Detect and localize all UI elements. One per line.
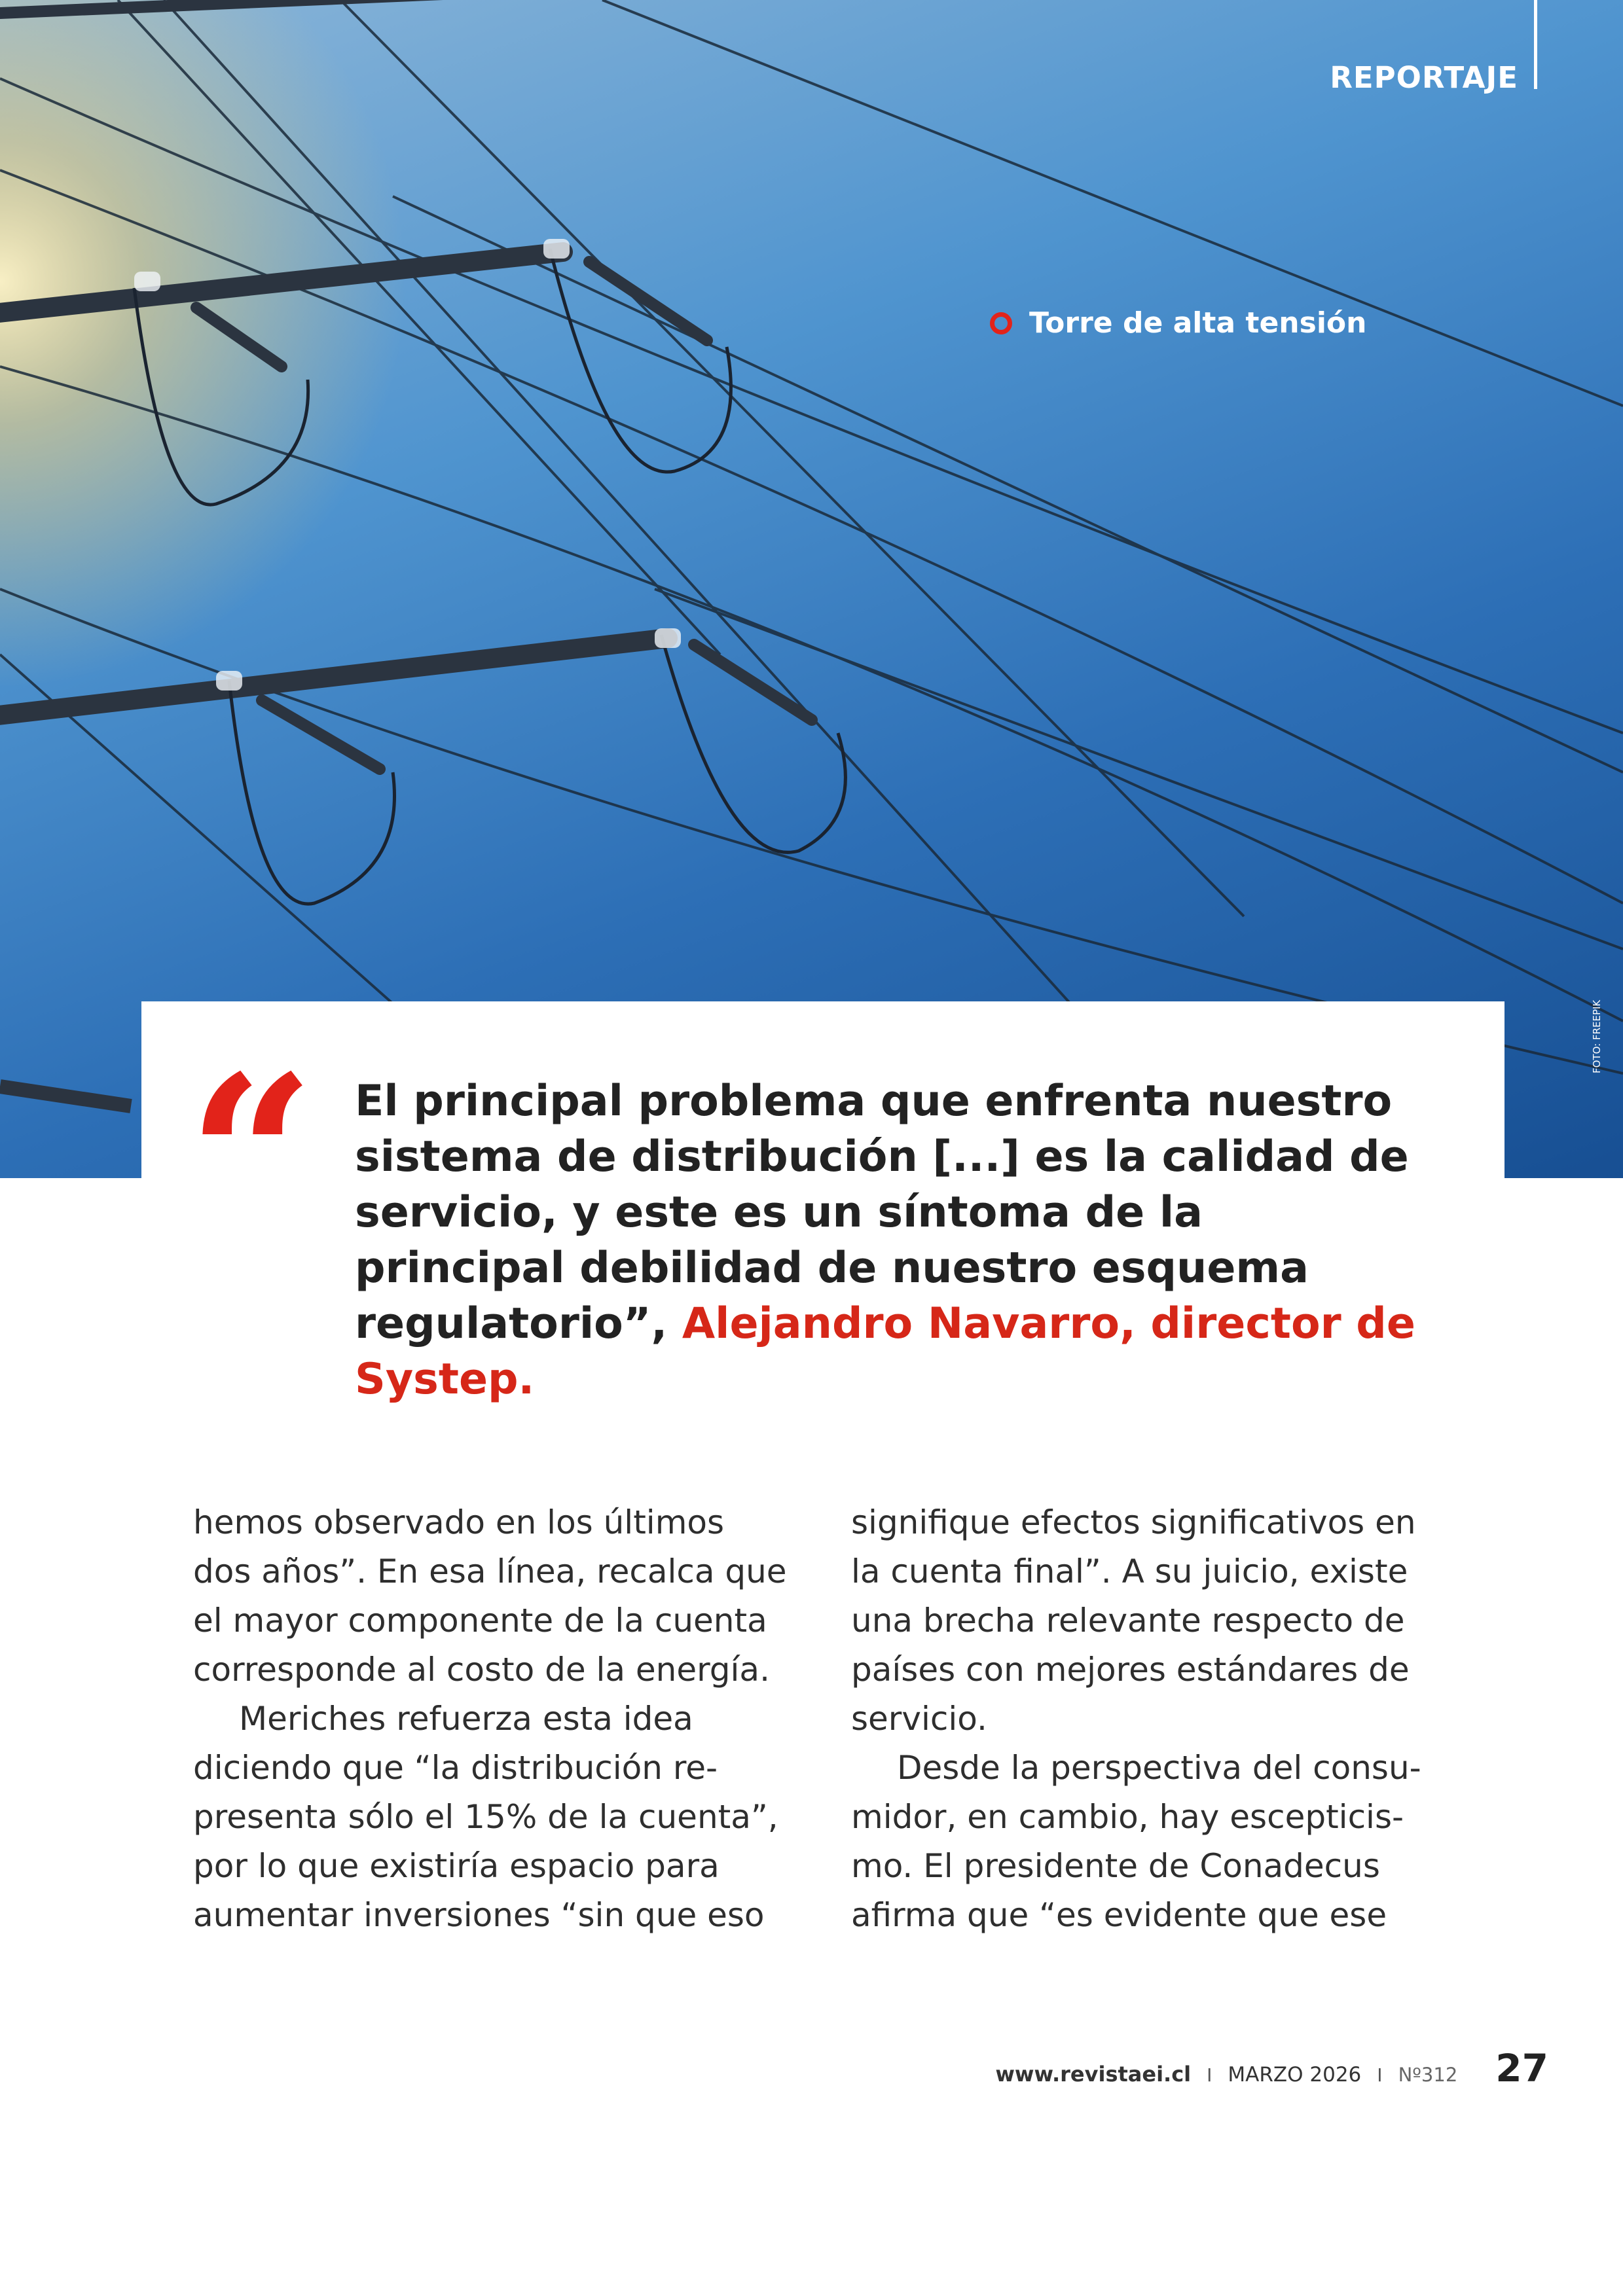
body-line: Meriches refuerza esta idea [239, 1700, 693, 1738]
body-line: diciendo que “la distribución re- [193, 1749, 718, 1787]
pull-quote-author: Alejandro Navarro, director de Systep. [355, 1299, 1415, 1404]
body-line: Desde la perspectiva del consu- [897, 1749, 1421, 1787]
footer-issue: Nº312 [1398, 2064, 1458, 2086]
body-line: mo. El presidente de Conadecus [851, 1847, 1380, 1885]
body-line: una brecha relevante respecto de [851, 1602, 1405, 1640]
body-line: hemos observado en los últimos [193, 1503, 725, 1541]
photo-credit: FOTO: FREEPIK [1591, 999, 1603, 1073]
pull-quote [355, 1073, 1415, 1407]
body-line: corresponde al costo de la energía. [193, 1651, 770, 1689]
footer-separator: I [1377, 2064, 1383, 2086]
page-number: 27 [1495, 2046, 1548, 2090]
body-column-right [851, 1498, 1493, 1940]
quote-mark-icon: “ [187, 1028, 316, 1289]
body-line: países con mejores estándares de [851, 1651, 1410, 1689]
page-footer [995, 2046, 1548, 2090]
body-line: la cuenta final”. A su juicio, existe [851, 1552, 1408, 1590]
caption-ring-icon [990, 312, 1012, 334]
body-line: por lo que existiría espacio para [193, 1847, 720, 1885]
body-column-left [193, 1498, 835, 1940]
photo-caption [990, 306, 1366, 340]
body-line: afirma que “es evidente que ese [851, 1896, 1387, 1934]
body-line: el mayor componente de la cuenta [193, 1602, 767, 1640]
footer-separator: I [1207, 2064, 1213, 2086]
body-line: midor, en cambio, hay escepticis- [851, 1798, 1404, 1836]
body-line: servicio. [851, 1700, 987, 1738]
body-line: presenta sólo el 15% de la cuenta”, [193, 1798, 778, 1836]
footer-date: MARZO 2026 [1228, 2063, 1362, 2087]
section-divider [1534, 0, 1537, 89]
section-label: REPORTAJE [1330, 60, 1518, 95]
body-line: aumentar inversiones “sin que eso [193, 1896, 765, 1934]
photo-caption-text: Torre de alta tensión [1029, 306, 1367, 340]
body-line: signifique efectos significativos en [851, 1503, 1416, 1541]
footer-url: www.revistaei.cl [995, 2062, 1192, 2087]
body-line: dos años”. En esa línea, recalca que [193, 1552, 787, 1590]
pull-quote-text: El principal problema que enfrenta nuestro sistema de distribución [...] es la calidad de servicio, y este es un síntoma de la principal debilidad de nuestro esquema regulatorio”, [355, 1077, 1409, 1348]
